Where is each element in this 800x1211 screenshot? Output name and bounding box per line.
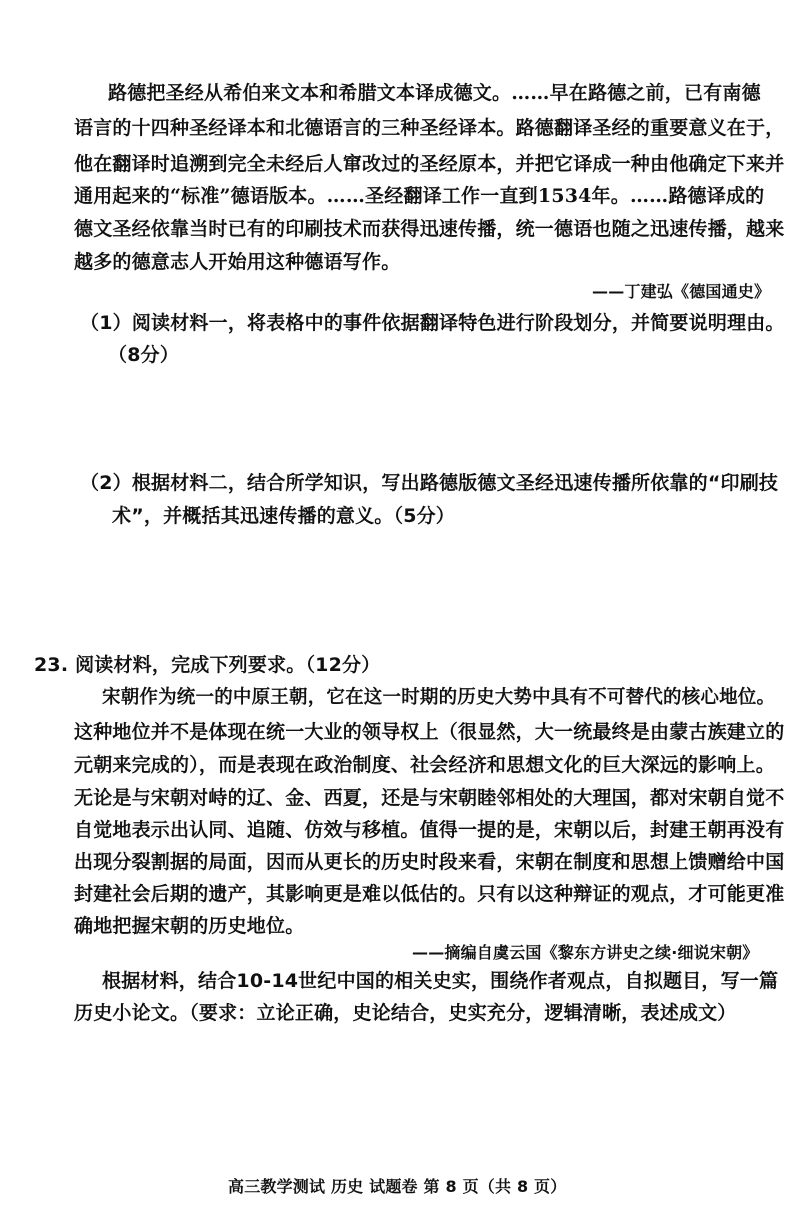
q23-material-line-2: 这种地位并不是体现在统一大业的领导权上（很显然，大一统最终是由蒙古族建立的 <box>74 721 785 743</box>
question-1-score: （8分） <box>108 344 180 366</box>
material2-line-2: 语言的十四种圣经译本和北德语言的三种圣经译本。路德翻译圣经的重要意义在于， <box>74 117 785 139</box>
question-1: （1）阅读材料一，将表格中的事件依据翻译特色进行阶段划分，并简要说明理由。 <box>80 312 785 334</box>
q23-material-line-1: 宋朝作为统一的中原王朝，它在这一时期的历史大势中具有不可替代的核心地位。 <box>102 687 776 708</box>
material2-line-3: 他在翻译时追溯到完全未经后人窜改过的圣经原本，并把它译成一种由他确定下来并 <box>74 153 785 175</box>
q23-material-line-4: 无论是与宋朝对峙的辽、金、西夏，还是与宋朝睦邻相处的大理国，都对宋朝自觉不 <box>74 787 785 809</box>
q23-task-line-2: 历史小论文。（要求：立论正确，史论结合，史实充分，逻辑清晰，表述成文） <box>74 1002 737 1024</box>
q23-task-line-1: 根据材料，结合10-14世纪中国的相关史实，围绕作者观点，自拟题目，写一篇 <box>102 970 779 992</box>
q23-source: ——摘编自虞云国《黎东方讲史之续·细说宋朝》 <box>412 943 759 962</box>
page-footer: 高三教学测试 历史 试题卷 第 8 页（共 8 页） <box>228 1177 567 1196</box>
material2-source: ——丁建弘《德国通史》 <box>592 282 771 301</box>
q23-material-line-3: 元朝来完成的），而是表现在政治制度、社会经济和思想文化的巨大深远的影响上。 <box>74 754 775 776</box>
material2-line-6: 越多的德意志人开始用这种德语写作。 <box>74 251 401 273</box>
q23-material-line-6: 出现分裂割据的局面，因而从更长的历史时段来看，宋朝在制度和思想上馈赠给中国 <box>74 851 785 873</box>
material2-line-5: 德文圣经依靠当时已有的印刷技术而获得迅速传播，统一德语也随之迅速传播，越来 <box>74 218 785 240</box>
question-2: （2）根据材料二，结合所学知识，写出路德版德文圣经迅速传播所依靠的“印刷技 <box>80 472 779 494</box>
question-23-heading: 23. 阅读材料，完成下列要求。（12分） <box>34 654 381 676</box>
question-2-cont: 术”，并概括其迅速传播的意义。（5分） <box>112 505 456 527</box>
material2-line-4: 通用起来的“标准”德语版本。……圣经翻译工作一直到1534年。……路德译成的 <box>74 185 765 207</box>
q23-material-line-7: 封建社会后期的遗产，其影响更是难以低估的。只有以这种辩证的观点，才可能更准 <box>74 883 785 905</box>
q23-material-line-5: 自觉地表示出认同、追随、仿效与移植。值得一提的是，宋朝以后，封建王朝再没有 <box>74 819 785 841</box>
material2-line-1: 路德把圣经从希伯来文本和希腊文本译成德文。……早在路德之前，已有南德 <box>108 82 761 104</box>
q23-material-line-8: 确地把握宋朝的历史地位。 <box>74 915 305 937</box>
